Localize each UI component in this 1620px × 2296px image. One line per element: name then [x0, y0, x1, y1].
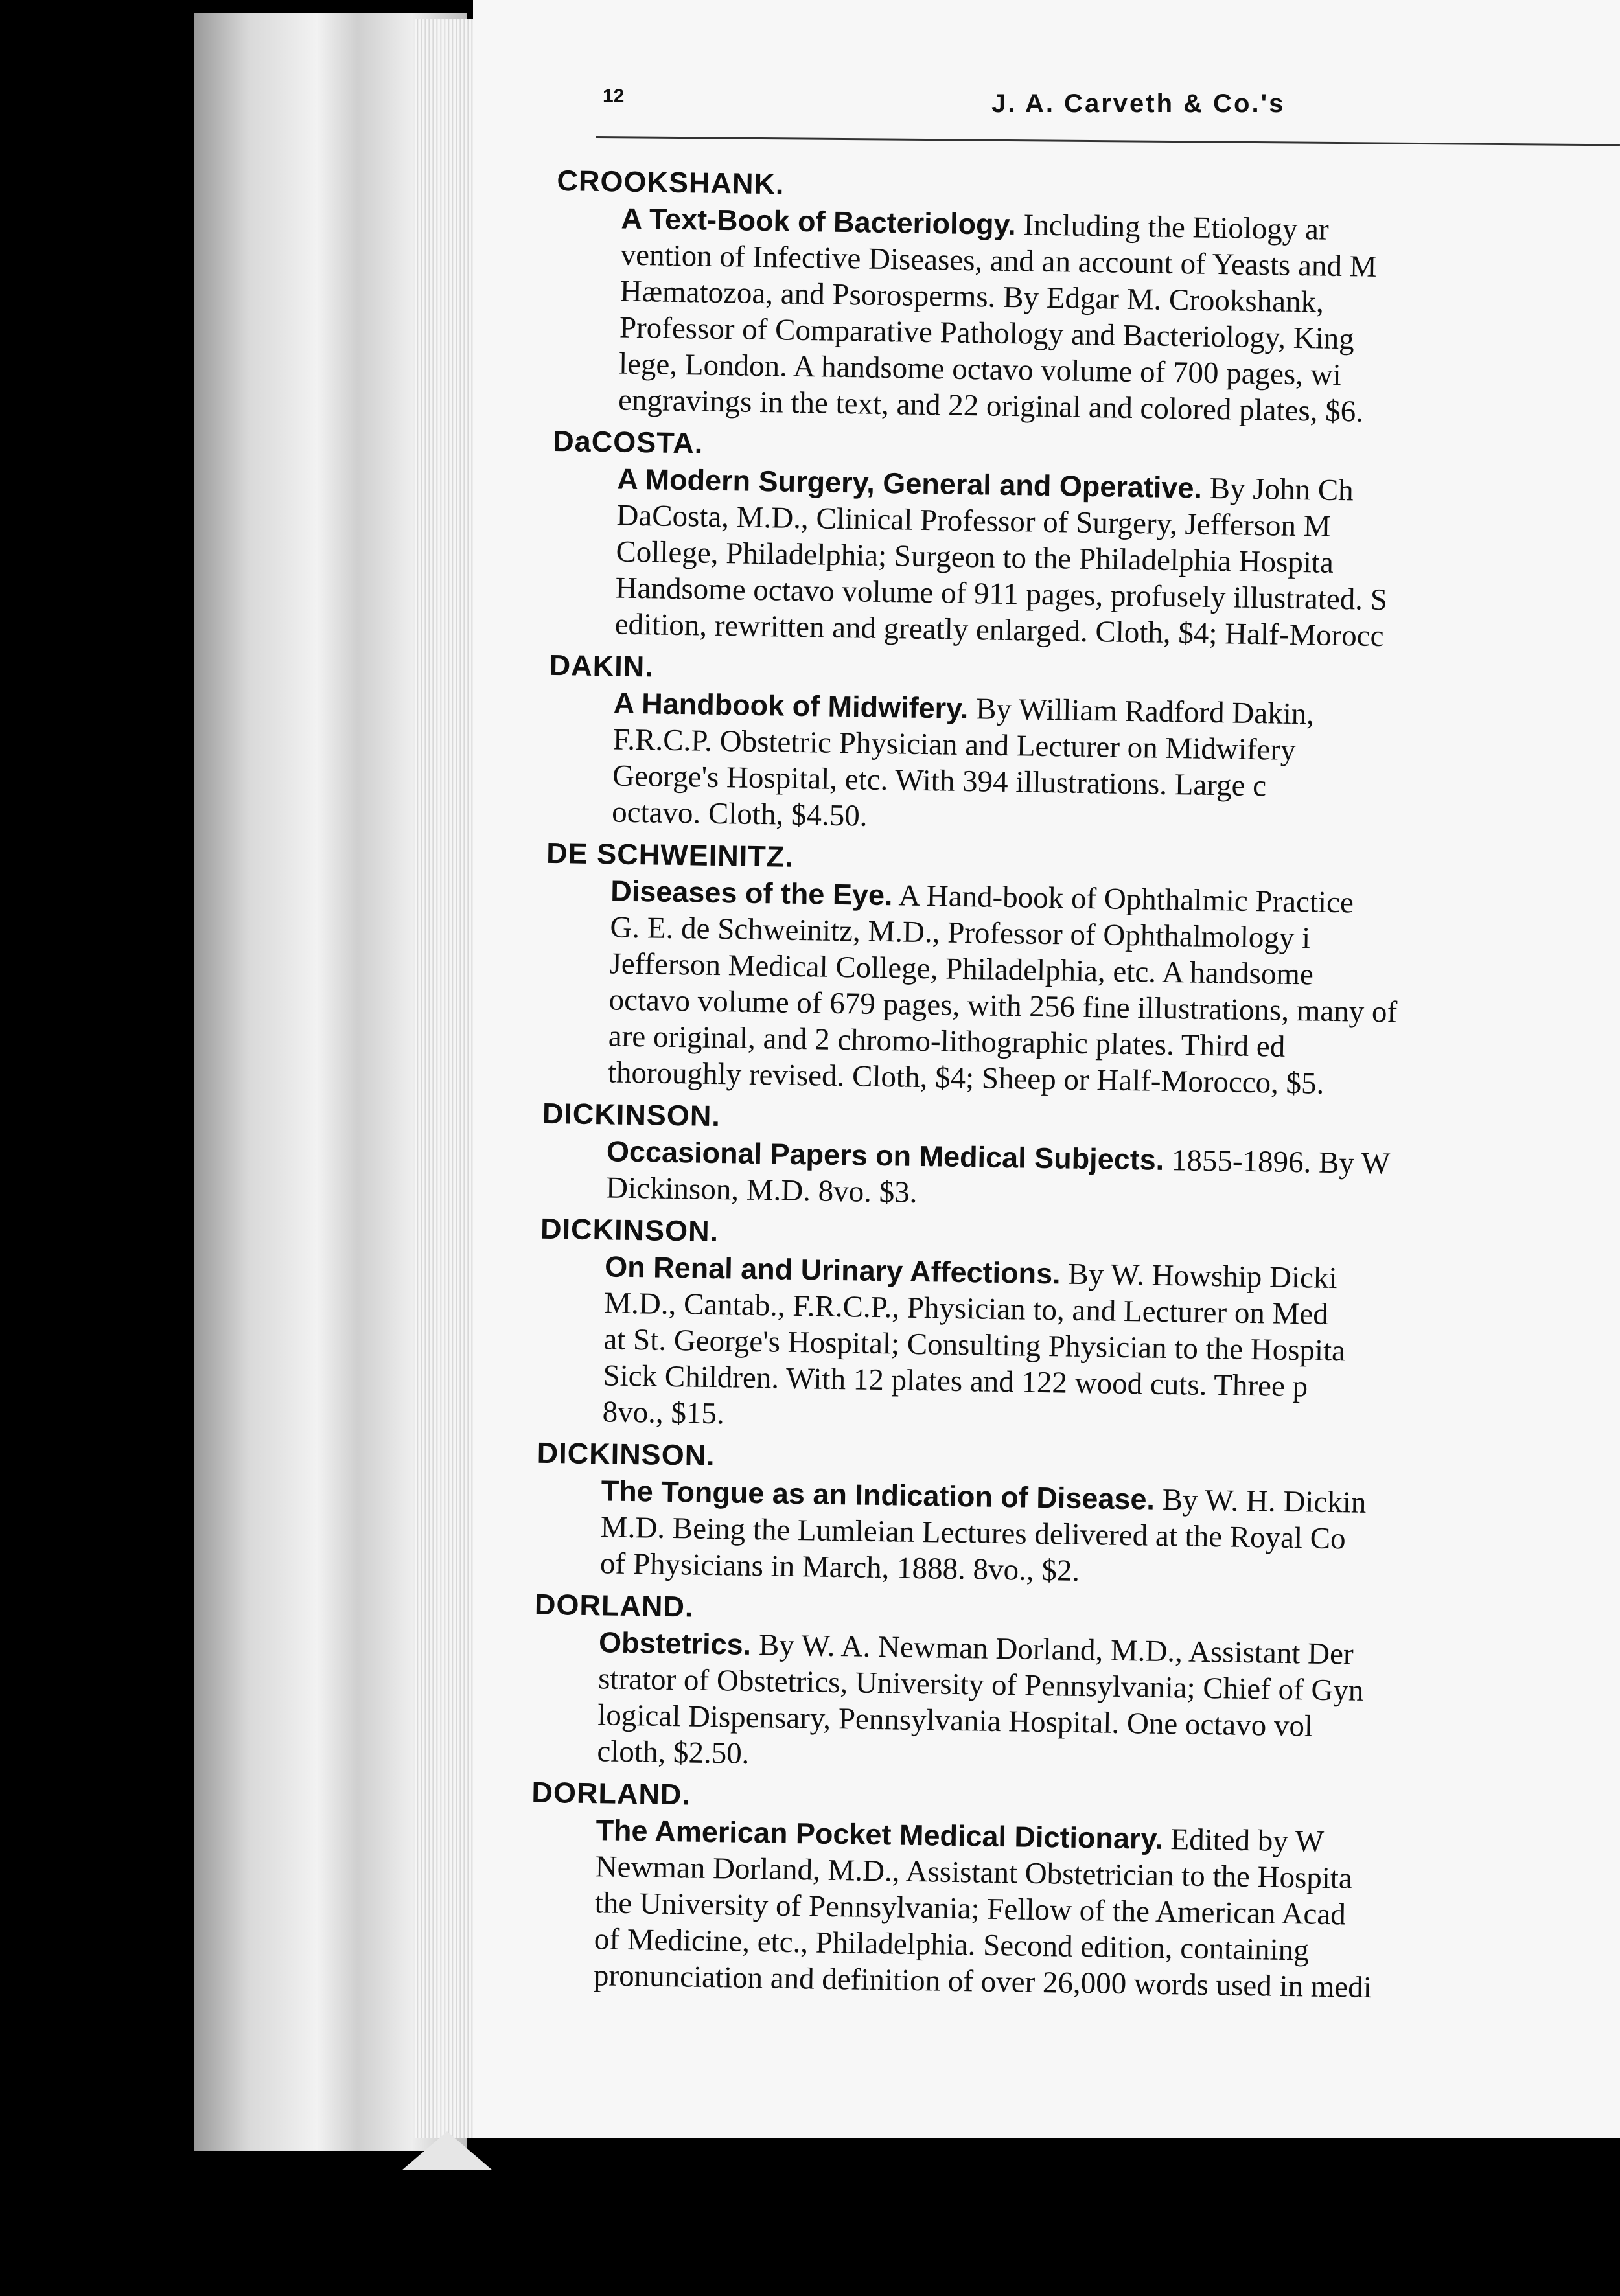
- entry-line: Newman Dorland, M.D., Assistant Obstetrician to the Hospita: [595, 1850, 1353, 1896]
- entry-author: DAKIN.: [549, 648, 654, 683]
- entry-first-line-text: A Hand-book of Ophthalmic Practice: [898, 878, 1354, 920]
- entry-line: Professor of Comparative Pathology and Bacteriology, King: [619, 310, 1355, 356]
- book-title: Diseases of the Eye.: [610, 874, 893, 912]
- entry-line: DaCosta, M.D., Clinical Professor of Surgery, Jefferson M: [616, 498, 1331, 544]
- book-title: A Text-Book of Bacteriology.: [621, 201, 1017, 242]
- book-title: The Tongue as an Indication of Disease.: [601, 1474, 1155, 1516]
- entry-description: [600, 1473, 1599, 1597]
- catalog-entry: [535, 1434, 1600, 1598]
- entry-line: pronunciation and definition of over 26,000 words used in medi: [593, 1958, 1372, 2005]
- book-title: A Handbook of Midwifery.: [613, 686, 969, 726]
- entry-author: DaCOSTA.: [552, 424, 704, 460]
- entry-line: logical Dispensary, Pennsylvania Hospital. One octavo vol: [597, 1698, 1313, 1743]
- entry-line: F.R.C.P. Obstetric Physician and Lecturer on Midwifery: [612, 722, 1296, 768]
- entry-author: DICKINSON.: [537, 1436, 716, 1473]
- entry-line: College, Philadelphia; Surgeon to the Philadelphia Hospita: [616, 534, 1334, 580]
- entry-first-line-text: By W. A. Newman Dorland, M.D., Assistant Der: [758, 1628, 1354, 1671]
- entry-line: octavo. Cloth, $4.50.: [611, 795, 868, 833]
- entry-line: of Medicine, etc., Philadelphia. Second edition, containing: [594, 1922, 1310, 1968]
- book-title: On Renal and Urinary Affections.: [604, 1250, 1061, 1291]
- entry-description: [606, 1133, 1605, 1221]
- entry-line: of Physicians in March, 1888. 8vo., $2.: [599, 1546, 1080, 1588]
- entry-line: Dickinson, M.D. 8vo. $3.: [605, 1171, 918, 1210]
- entry-first-line-text: By W. H. Dickin: [1162, 1482, 1367, 1520]
- entry-line: the University of Pennsylvania; Fellow of the American Acad: [594, 1886, 1347, 1932]
- entry-line: M.D. Being the Lumleian Lectures delivered at the Royal Co: [600, 1510, 1347, 1556]
- entry-line: G. E. de Schweinitz, M.D., Professor of Ophthalmology i: [610, 910, 1311, 956]
- entry-line: George's Hospital, etc. With 394 illustrations. Large c: [612, 759, 1267, 803]
- entry-line: M.D., Cantab., F.R.C.P., Physician to, and Lecturer on Med: [603, 1286, 1329, 1331]
- entry-line: lege, London. A handsome octavo volume of 700 pages, wi: [618, 347, 1342, 393]
- entry-first-line-text: Including the Etiology ar: [1023, 208, 1330, 247]
- catalog-entry: [553, 162, 1620, 434]
- entry-line: at St. George's Hospital; Consulting Physician to the Hospita: [603, 1322, 1346, 1368]
- entry-description: [594, 1812, 1594, 2009]
- entry-author: DORLAND.: [534, 1587, 694, 1624]
- catalog-entries: [528, 162, 1619, 2014]
- entry-author: DE SCHWEINITZ.: [546, 836, 794, 873]
- catalog-entry: [547, 647, 1612, 846]
- entry-line: thoroughly revised. Cloth, $4; Sheep or Half-Morocco, $5.: [607, 1055, 1325, 1101]
- entry-line: octavo volume of 679 pages, with 256 fine illustrations, many of: [608, 983, 1398, 1029]
- entry-author: DICKINSON.: [540, 1211, 719, 1248]
- entry-description: [602, 1248, 1603, 1445]
- book-title: Obstetrics.: [598, 1625, 752, 1661]
- entry-line: Handsome octavo volume of 911 pages, profusely illustrated. S: [615, 571, 1388, 617]
- catalog-entry: [529, 1774, 1595, 2010]
- entry-first-line-text: By John Ch: [1209, 471, 1354, 508]
- running-head: J. A. Carveth & Co.'s: [991, 89, 1286, 118]
- catalog-entry: [537, 1210, 1603, 1446]
- entry-line: engravings in the text, and 22 original and colored plates, $6.: [618, 383, 1364, 429]
- book-title: A Modern Surgery, General and Operative.: [616, 462, 1203, 505]
- catalog-entry: [541, 1095, 1605, 1222]
- entry-first-line-text: Edited by W: [1170, 1822, 1325, 1859]
- entry-line: 8vo., $15.: [602, 1395, 725, 1431]
- entry-author: DICKINSON.: [542, 1096, 721, 1133]
- entry-first-line-text: By W. Howship Dicki: [1067, 1257, 1337, 1296]
- entry-line: are original, and 2 chromo-lithographic plates. Third ed: [608, 1019, 1286, 1064]
- entry-line: vention of Infective Diseases, and an account of Yeasts and M: [620, 238, 1377, 284]
- entry-line: Hæmatozoa, and Psorosperms. By Edgar M. Crookshank,: [619, 274, 1325, 319]
- page-number: 12: [603, 86, 625, 107]
- entry-line: edition, rewritten and greatly enlarged. Cloth, $4; Half-Morocc: [614, 607, 1384, 654]
- book-title: Occasional Papers on Medical Subjects.: [606, 1134, 1164, 1177]
- entry-description: [614, 461, 1615, 658]
- entry-description: [597, 1624, 1597, 1785]
- entry-description: [618, 201, 1619, 434]
- entry-first-line-text: 1855-1896. By W: [1171, 1143, 1391, 1181]
- entry-author: CROOKSHANK.: [557, 163, 785, 201]
- page-header: [603, 78, 1614, 130]
- entry-line: Jefferson Medical College, Philadelphia, etc. A handsome: [609, 947, 1314, 992]
- catalog-entry: [550, 422, 1615, 658]
- entry-author: DORLAND.: [531, 1775, 691, 1811]
- entry-line: cloth, $2.50.: [597, 1734, 750, 1771]
- catalog-entry: [532, 1586, 1597, 1785]
- entry-line: strator of Obstetrics, University of Pennsylvania; Chief of Gyn: [597, 1662, 1364, 1708]
- page-corner-wedge: [402, 2131, 492, 2170]
- entry-first-line-text: By William Radford Dakin,: [975, 692, 1315, 731]
- book-title: The American Pocket Medical Dictionary.: [596, 1813, 1164, 1855]
- entry-line: Sick Children. With 12 plates and 122 wood cuts. Three p: [603, 1359, 1308, 1404]
- catalog-entry: [543, 834, 1610, 1107]
- entry-description: [607, 873, 1608, 1106]
- entry-description: [612, 685, 1612, 845]
